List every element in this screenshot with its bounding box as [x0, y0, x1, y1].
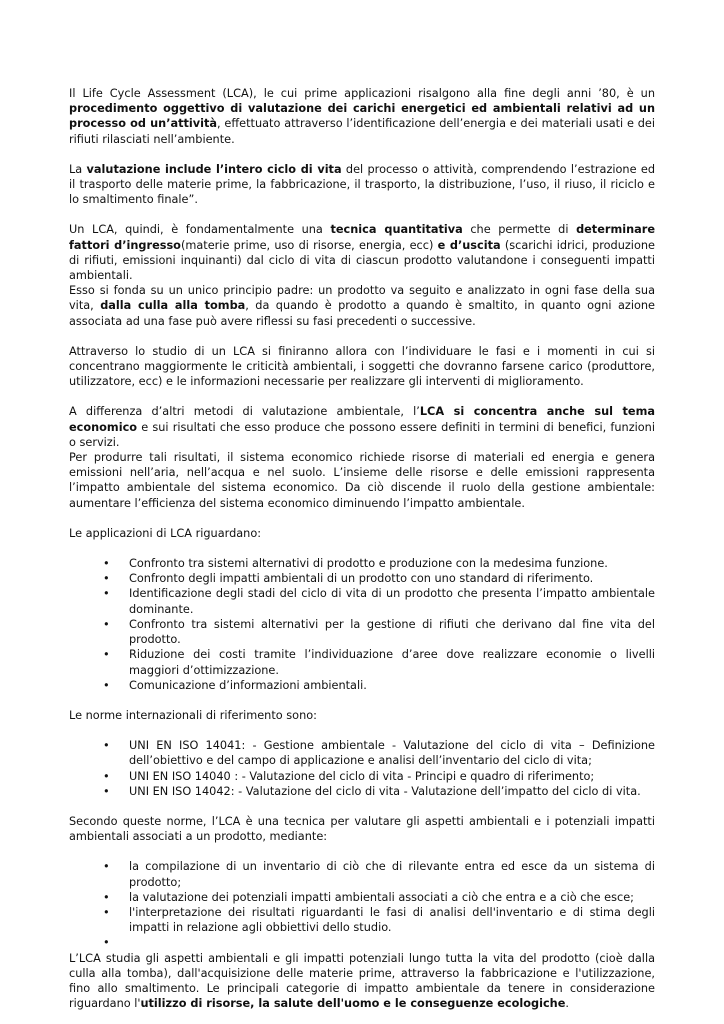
list-item-text: UNI EN ISO 14040 : - Valutazione del ciclo di vita - Principi e quadro di riferimento; — [129, 769, 595, 783]
methods-list — [69, 859, 655, 950]
list-item-text — [129, 936, 133, 949]
list-item — [103, 647, 655, 677]
list-item — [103, 678, 655, 693]
economic-paragraph — [69, 404, 655, 450]
list-item — [103, 859, 655, 889]
bullet-icon: • — [103, 587, 110, 601]
text-run: Il Life Cycle Assessment (LCA), le cui prime applicazioni risalgono alla fine degli anni ’80, è un — [69, 87, 655, 100]
bold-text: utilizzo di risorse, la salute dell'uomo e le conseguenze ecologiche — [140, 997, 566, 1011]
conclusion-paragraph — [69, 951, 655, 1012]
bold-text: determinare fattori d’ingresso — [69, 223, 655, 252]
text-run: . — [565, 997, 569, 1011]
bullet-icon: • — [103, 739, 110, 753]
list-item — [103, 617, 655, 647]
text-run: Un LCA, quindi, è fondamentalmente una — [69, 223, 331, 237]
bullet-icon: • — [103, 617, 110, 631]
text-run: e sui risultati che esso produce che possono essere definiti in termini di benefici, funzioni o servizi. — [69, 420, 655, 449]
text-run: (materie prime, uso di risorse, energia, ecc) — [180, 238, 438, 252]
study-paragraph: Attraverso lo studio di un LCA si finiranno allora con l’individuare le fasi e i momenti in cui si concentrano maggiormente le criticità ambientali, i soggetti che dovranno farsene carico (produttore, utilizzatore, ecc) e le informazioni necessarie per realizzare gli interventi di miglioramento. — [69, 344, 655, 389]
norms-list — [69, 738, 655, 799]
bullet-icon: • — [103, 905, 110, 919]
quantitative-paragraph — [69, 222, 655, 283]
norms-paragraph: Secondo queste norme, l’LCA è una tecnica per valutare gli aspetti ambientali e i potenziali impatti ambientali associati a un prodotto, mediante: — [69, 814, 655, 844]
list-item — [103, 586, 655, 616]
intro-paragraph — [69, 86, 655, 147]
list-item-text: Identificazione degli stadi del ciclo di vita di un prodotto che presenta l’impatto ambientale dominante. — [129, 587, 655, 616]
list-item-text: UNI EN ISO 14041: - Gestione ambientale - Valutazione del ciclo di vita – Definizione dell’obiettivo e del campo di applicazione e analisi dell’inventario del ciclo di vita; — [129, 739, 655, 768]
text-run: La — [69, 162, 87, 176]
text-run: A differenza d’altri metodi di valutazione ambientale, l’ — [69, 405, 420, 419]
applications-list — [69, 556, 655, 693]
list-item-text: Confronto tra sistemi alternativi per la gestione di rifiuti che derivano dal fine vita del prodotto. — [129, 617, 655, 647]
text-run: del processo o attività, comprendendo l’estrazione ed il trasporto delle materie prime, la fabbricazione, il trasporto, la distribuzione, l’uso, il riuso, il riciclo e lo smaltimento finale”. — [69, 162, 655, 207]
bold-text: procedimento oggettivo di valutazione dei carichi energetici ed ambientali relativi ad un processo od un’attività — [69, 102, 655, 131]
norms-intro: Le norme internazionali di riferimento sono: — [69, 708, 317, 722]
list-item-text: l'interpretazione dei risultati riguardanti le fasi di analisi dell'inventario e di stima degli impatti in relazione agli obbiettivi dello studio. — [129, 905, 655, 935]
bold-text: valutazione include l’intero ciclo di vita — [86, 162, 342, 176]
text-run: (scarichi idrici, produzione di rifiuti, emissioni inquinanti) dal ciclo di vita di ciascun prodotto valutandone i conseguenti impatti ambientali. — [69, 238, 655, 283]
list-item-text: la valutazione dei potenziali impatti ambientali associati a ciò che entra e a ciò che esce; — [129, 890, 634, 904]
list-item-text: UNI EN ISO 14042: - Valutazione del ciclo di vita - Valutazione dell’impatto del ciclo di vita. — [129, 784, 641, 798]
bullet-icon: • — [103, 936, 110, 950]
bullet-icon: • — [103, 572, 110, 586]
life-cycle-paragraph — [69, 162, 655, 208]
bullet-icon: • — [103, 890, 110, 904]
list-item-text: Comunicazione d’informazioni ambientali. — [129, 678, 367, 692]
text-run: che permette di — [462, 223, 577, 237]
list-item — [103, 784, 655, 799]
list-item — [103, 769, 655, 784]
list-item-text: Confronto degli impatti ambientali di un prodotto con uno standard di riferimento. — [129, 572, 594, 586]
text-run: , da quando è prodotto a quando è smaltito, in quanto ogni azione associata ad una fase può avere riflessi su fasi precedenti o successive. — [69, 299, 655, 328]
list-item-text: Confronto tra sistemi alternativi di prodotto e produzione con la medesima funzione. — [129, 557, 608, 571]
bold-text: tecnica quantitativa — [330, 223, 463, 237]
bullet-icon: • — [103, 648, 110, 662]
bullet-icon: • — [103, 784, 110, 798]
bold-text: dalla culla alla tomba — [100, 299, 246, 313]
bullet-icon: • — [103, 678, 110, 692]
list-item-text: la compilazione di un inventario di ciò che di rilevante entra ed esce da un sistema di prodotto; — [129, 860, 655, 889]
bullet-icon: • — [103, 769, 110, 783]
bullet-icon: • — [103, 557, 110, 571]
principle-paragraph — [69, 283, 655, 329]
text-run: , effettuato attraverso l’identificazione dell’energia e dei materiali usati e dei rifiuti rilasciati nell’ambiente. — [69, 117, 655, 146]
bold-text: e d’uscita — [437, 238, 501, 252]
results-paragraph: Per produrre tali risultati, il sistema economico richiede risorse di materiali ed energia e genera emissioni nell’aria, nell’acqua e nel suolo. L’insieme delle risorse e delle emissioni rappresenta l’impatto ambientale del sistema economico. Da ciò discende il ruolo della gestione ambientale: aumentare l’efficienza del sistema economico diminuendo l’impatto ambientale. — [69, 451, 655, 510]
list-item — [103, 556, 655, 571]
list-item — [103, 935, 655, 950]
bold-text: LCA si concentra anche sul tema economico — [69, 405, 655, 434]
list-item — [103, 738, 655, 768]
text-run: Esso si fonda su un unico principio padre: un prodotto va seguito e analizzato in ogni fase della sua vita, — [69, 284, 655, 313]
applications-intro: Le applicazioni di LCA riguardano: — [69, 526, 262, 540]
list-item-text: Riduzione dei costi tramite l’individuazione d’aree dove realizzare economie o livelli maggiori d’ottimizzazione. — [129, 648, 655, 677]
list-item — [103, 890, 655, 905]
text-run: L’LCA studia gli aspetti ambientali e gli impatti potenziali lungo tutta la vita del prodotto (cioè dalla culla alla tomba), dall'acquisizione delle materie prime, attraverso la fabbricazione e l'utilizzazione, fino allo smaltimento. Le principali categorie di impatto ambientale da tenere in considerazione riguardano l' — [69, 951, 655, 1011]
list-item — [103, 905, 655, 935]
bullet-icon: • — [103, 860, 110, 874]
list-item — [103, 571, 655, 586]
